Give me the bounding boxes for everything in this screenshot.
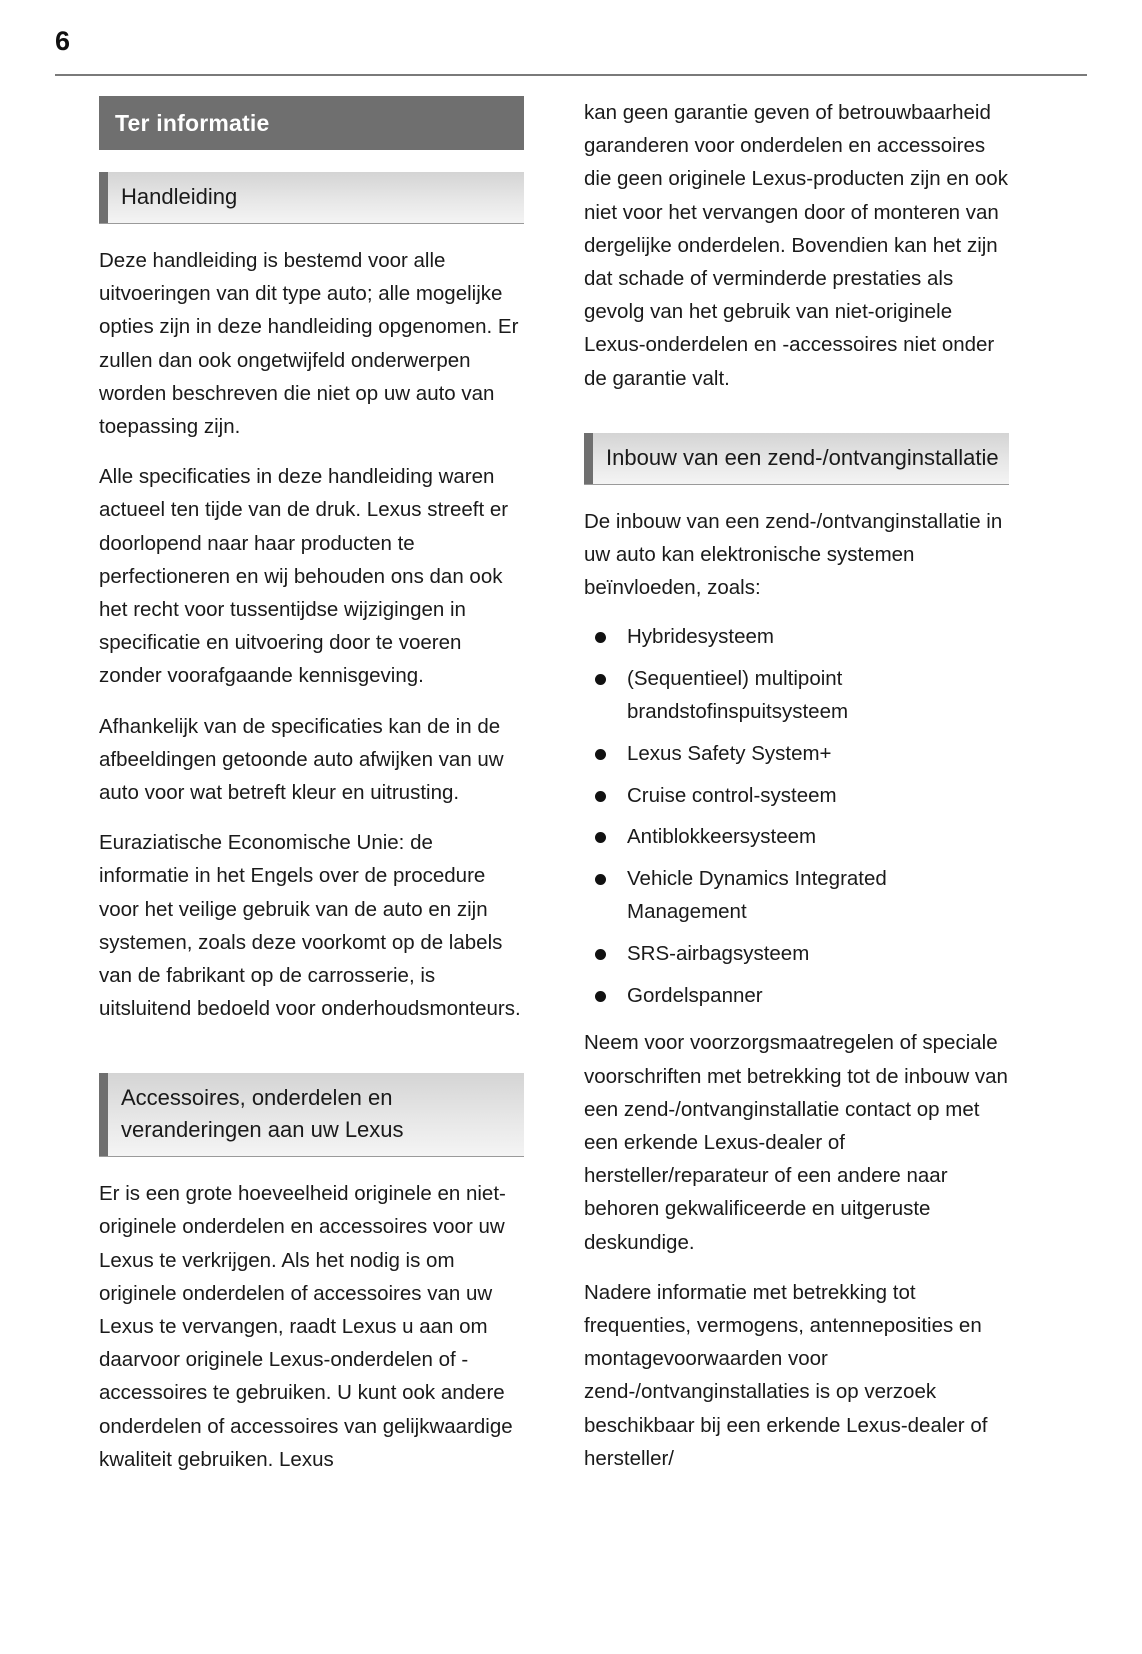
list-item: Gordelspanner bbox=[584, 980, 1009, 1013]
list-item: Antiblokkeersysteem bbox=[584, 821, 1009, 854]
section-body-handleiding bbox=[99, 244, 524, 1025]
header-divider bbox=[55, 74, 1087, 76]
paragraph: Er is een grote hoeveelheid originele en niet-originele onderdelen en accessoires voor uw Lexus te verkrijgen. Als het nodig is om originele onderdelen of accessoires van uw Lexus te vervangen, raadt Lexus u aan om daarvoor originele Lexus-onderdelen of -accessoires te gebruiken. U kunt ook andere onderdelen of accessoires van gelijkwaardige kwaliteit gebruiken. Lexus bbox=[99, 1182, 513, 1471]
section-heading-inbouw bbox=[584, 433, 1009, 485]
paragraph: Nadere informatie met betrekking tot frequenties, vermogens, antenneposities en montagevoorwaarden voor zend-/ontvanginstallaties is op verzoek beschikbaar bij een erkende Lexus-dealer of hersteller/ bbox=[584, 1280, 988, 1470]
paragraph: Deze handleiding is bestemd voor alle uitvoeringen van dit type auto; alle mogelijke opties zijn in deze handleiding opgenomen. Er zullen dan ook ongetwijfeld onderwerpen worden beschreven die niet op uw auto van toepassing zijn. bbox=[99, 248, 519, 438]
page-number: 6 bbox=[55, 26, 71, 56]
paragraph: Afhankelijk van de specificaties kan de in de afbeeldingen getoonde auto afwijken van uw auto voor wat betreft kleur en uitrusting. bbox=[99, 714, 504, 804]
section-body-inbouw bbox=[584, 505, 1009, 1475]
continuation-body bbox=[584, 96, 1009, 395]
system-list bbox=[584, 621, 1009, 1012]
paragraph: kan geen garantie geven of betrouwbaarheid garanderen voor onderdelen en accessoires die geen originele Lexus-producten zijn en ook niet voor het vervangen door of monteren van dergelijke onderdelen. Bovendien kan het zijn dat schade of verminderde prestaties als gevolg van het gebruik van niet-originele Lexus-onderdelen en -accessoires niet onder de garantie valt. bbox=[584, 101, 1008, 390]
paragraph: Euraziatische Economische Unie: de informatie in het Engels over de procedure voor het veilige gebruik van de auto en zijn systemen, zoals deze voorkomt op de labels van de fabrikant op de carrosserie, is uitsluitend bedoeld voor onderhoudsmonteurs. bbox=[99, 831, 521, 1021]
section-heading-accessoires bbox=[99, 1073, 524, 1157]
paragraph: De inbouw van een zend-/ontvanginstallatie in uw auto kan elektronische systemen beïnvloeden, zoals: bbox=[584, 509, 1003, 600]
left-column bbox=[99, 96, 524, 1498]
section-heading-label: Inbouw van een zend-/ontvanginstallatie bbox=[606, 444, 999, 470]
section-body-accessoires bbox=[99, 1177, 524, 1476]
paragraph: Alle specificaties in deze handleiding waren actueel ten tijde van de druk. Lexus streeft er doorlopend naar haar producten te perfectioneren en wij behouden ons dan ook het recht voor tussentijdse wijzigingen in specificatie en uitvoering door te voeren zonder voorafgaande kennisgeving. bbox=[99, 465, 509, 688]
section-heading-label: Handleiding bbox=[121, 184, 238, 209]
right-column bbox=[584, 96, 1009, 1498]
list-item: Vehicle Dynamics Integrated Management bbox=[584, 863, 1009, 929]
page-header bbox=[0, 0, 1142, 78]
content-columns bbox=[99, 96, 1029, 1498]
section-spacer bbox=[99, 1047, 524, 1073]
list-item: SRS-airbagsysteem bbox=[584, 938, 1009, 971]
list-item: (Sequentieel) multipoint brandstofinspuitsysteem bbox=[584, 663, 1009, 729]
paragraph: Neem voor voorzorgsmaatregelen of speciale voorschriften met betrekking tot de inbouw van een zend-/ontvanginstallatie contact op met een erkende Lexus-dealer of hersteller/reparateur of een andere naar behoren gekwalificeerde en uitgeruste deskundige. bbox=[584, 1031, 1008, 1254]
list-item: Lexus Safety System+ bbox=[584, 738, 1009, 771]
section-spacer bbox=[584, 417, 1009, 433]
chapter-banner: Ter informatie bbox=[99, 96, 524, 150]
list-item: Cruise control-systeem bbox=[584, 780, 1009, 813]
list-item: Hybridesysteem bbox=[584, 621, 1009, 654]
section-heading-handleiding bbox=[99, 172, 524, 224]
section-heading-label: Accessoires, onderdelen en veranderingen aan uw Lexus bbox=[121, 1085, 404, 1143]
